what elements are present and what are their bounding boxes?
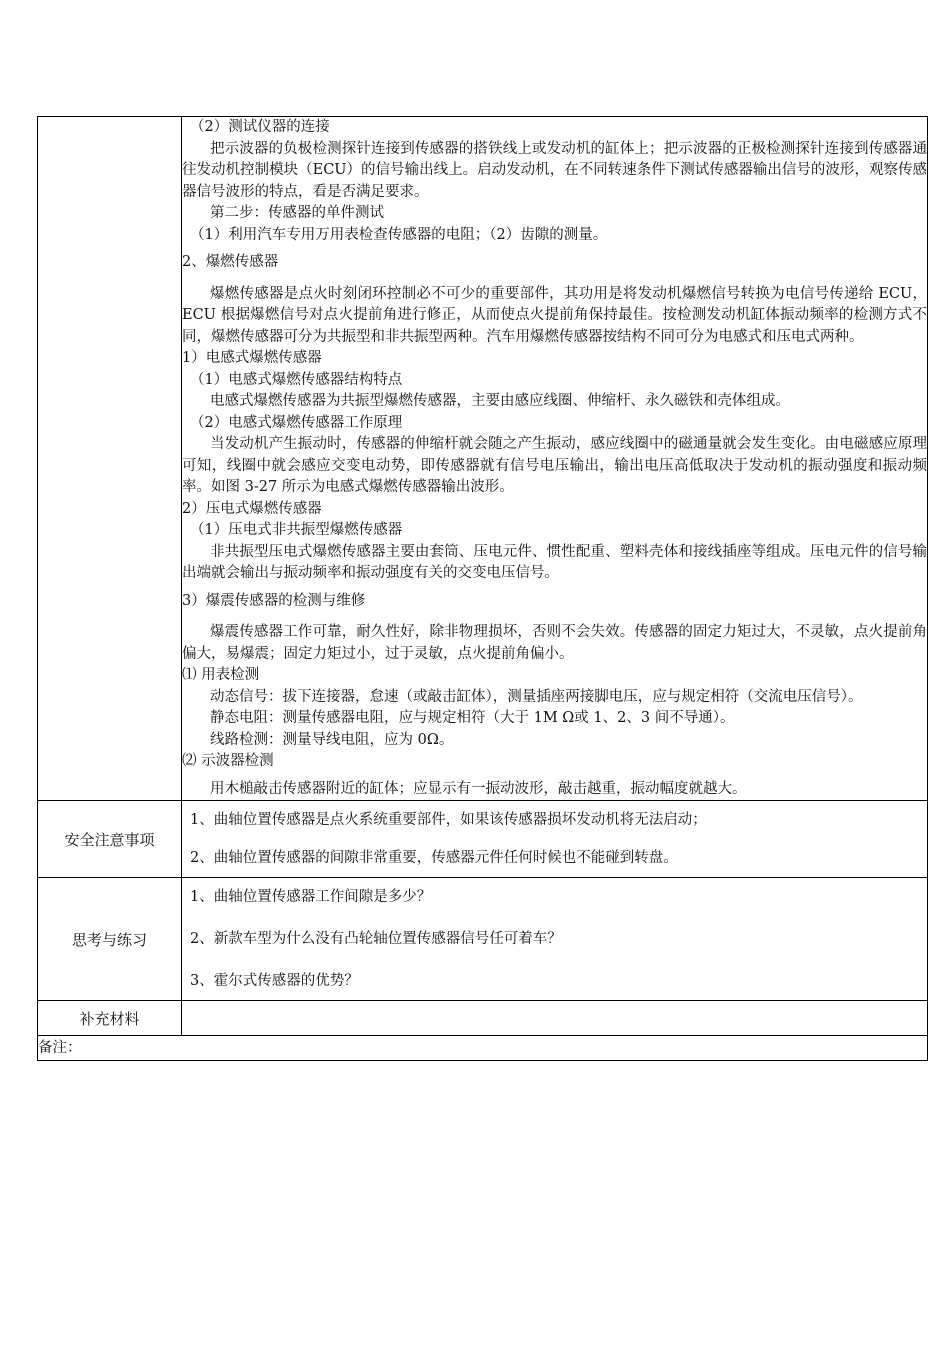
content-paragraph: （1）电感式爆燃传感器结构特点 — [190, 371, 403, 388]
supplement-content — [182, 1001, 928, 1036]
content-paragraph: 用木槌敲击传感器附近的缸体；应显示有一振动波形，敲击越重，振动幅度就越大。 — [210, 780, 747, 797]
content-paragraph: 3）爆震传感器的检测与维修 — [182, 592, 366, 609]
content-paragraph: 爆燃传感器是点火时刻闭环控制必不可少的重要部件，其功用是将发动机爆燃信号转换为电信号传递给 ECU，ECU 根据爆燃信号对点火提前角进行修正，从而使点火提前角保持最佳。按检测发动机缸体振动频率的检测方式不同，爆燃传感器可分为共振型和非共振型两种。汽车用爆燃传感器按结构不同可分为电感式和压电式两种。 — [182, 285, 927, 345]
remark-row — [38, 1036, 928, 1061]
content-paragraph: 当发动机产生振动时，传感器的伸缩杆就会随之产生振动，感应线圈中的磁通量就会发生变化。由电磁感应原理可知，线圈中就会感应交变电动势，即传感器就有信号电压输出，输出电压高低取决于发动机的振动强度和振动频率。如图 3-27 所示为电感式爆燃传感器输出波形。 — [182, 436, 927, 495]
remark-cell — [38, 1036, 928, 1061]
main-paragraphs — [182, 117, 927, 800]
content-paragraph: 2）压电式爆燃传感器 — [182, 500, 322, 517]
content-paragraph: 动态信号：拔下连接器，怠速（或敲击缸体），测量插座两接脚电压，应与规定相符（交流电压信号）。 — [210, 688, 863, 705]
content-paragraph: 电感式爆燃传感器为共振型爆燃传感器，主要由感应线圈、伸缩杆、永久磁铁和壳体组成。 — [210, 393, 790, 409]
content-paragraph: （2）测试仪器的连接 — [190, 119, 330, 135]
content-paragraph: ⑴ 用表检测 — [182, 667, 260, 683]
safety-row — [38, 801, 928, 878]
content-paragraph: 2、爆燃传感器 — [182, 254, 279, 270]
safety-item: 1、曲轴位置传感器是点火系统重要部件，如果该传感器损坏发动机将无法启动； — [190, 812, 707, 828]
exercise-item: 2、新款车型为什么没有凸轮轴位置传感器信号任可着车？ — [190, 931, 562, 947]
content-paragraph: 线路检测：测量导线电阻，应为 0Ω。 — [210, 731, 454, 748]
safety-content — [182, 801, 928, 878]
exercise-item: 3、霍尔式传感器的优势？ — [190, 973, 359, 989]
exercise-content — [182, 878, 928, 1001]
content-paragraph: 静态电阻：测量传感器电阻，应与规定相符（大于 1M Ω或 1、2、3 间不导通）。 — [210, 710, 735, 726]
supplement-label: 补充材料 — [38, 1001, 182, 1036]
remark-label: 备注： — [38, 1040, 82, 1056]
content-paragraph: 非共振型压电式爆燃传感器主要由套筒、压电元件、惯性配重、塑料壳体和接线插座等组成。压电元件的信号输出端就会输出与振动频率和振动强度有关的交变电压信号。 — [182, 543, 927, 581]
content-paragraph: ⑵ 示波器检测 — [182, 753, 274, 769]
safety-item: 2、曲轴位置传感器的间隙非常重要，传感器元件任何时候也不能碰到转盘。 — [190, 850, 678, 866]
content-paragraph: 把示波器的负极检测探针连接到传感器的搭铁线上或发动机的缸体上；把示波器的正极检测探针连接到传感器通往发动机控制模块（ECU）的信号输出线上。启动发动机，在不同转速条件下测试传感器输出信号的波形，观察传感器信号波形的特点，看是否满足要求。 — [182, 140, 927, 200]
exercise-item: 1、曲轴位置传感器工作间隙是多少？ — [190, 889, 432, 905]
content-paragraph: 爆震传感器工作可靠，耐久性好，除非物理损坏，否则不会失效。传感器的固定力矩过大，不灵敏，点火提前角偏大，易爆震；固定力矩过小，过于灵敏，点火提前角偏小。 — [182, 624, 927, 662]
main-content-cell — [182, 117, 928, 801]
exercise-label: 思考与练习 — [38, 878, 182, 1001]
content-paragraph: 第二步：传感器的单件测试 — [210, 205, 384, 221]
content-paragraph: 1）电感式爆燃传感器 — [182, 350, 322, 366]
content-paragraph: （1）利用汽车专用万用表检查传感器的电阻；（2）齿隙的测量。 — [190, 226, 608, 243]
content-paragraph: （2）电感式爆燃传感器工作原理 — [190, 414, 403, 431]
content-row — [38, 117, 928, 801]
safety-label: 安全注意事项 — [38, 801, 182, 878]
exercise-row — [38, 878, 928, 1001]
lesson-table — [37, 116, 928, 1061]
content-paragraph: （1）压电式非共振型爆燃传感器 — [190, 522, 403, 538]
supplement-row — [38, 1001, 928, 1036]
content-row-label — [38, 117, 182, 801]
